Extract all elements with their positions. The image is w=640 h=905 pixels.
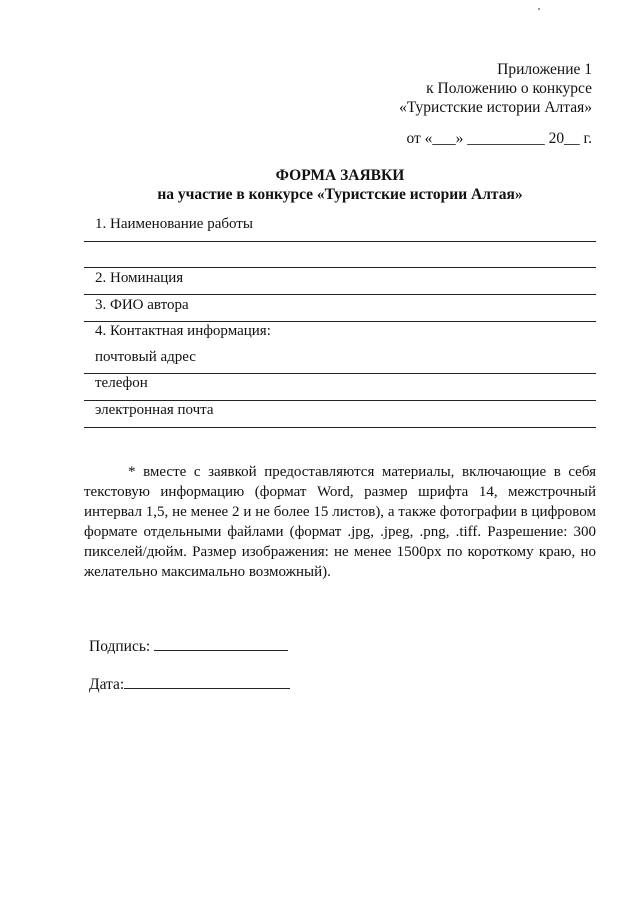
field-phone-line [84, 400, 596, 401]
field-email-line [84, 427, 596, 428]
field-nomination-line [84, 294, 596, 295]
annex-line-1: Приложение 1 [497, 61, 592, 78]
signature-row [89, 636, 288, 656]
form-title-main: ФОРМА ЗАЯВКИ [275, 167, 405, 184]
field-author-label: 3. ФИО автора [95, 297, 189, 313]
date-label: Дата: [89, 676, 125, 693]
field-postal-label: почтовый адрес [95, 349, 196, 365]
field-email-label: электронная почта [95, 402, 214, 418]
field-phone-label: телефон [95, 375, 148, 391]
date-line: от «___» __________ 20__ г. [406, 130, 592, 147]
date-blank [124, 674, 290, 689]
field-postal-line [84, 373, 596, 374]
field-work-name-line-2 [84, 267, 596, 268]
signature-label: Подпись: [89, 638, 155, 655]
field-nomination-label: 2. Номинация [95, 270, 184, 286]
form-title-sub: на участие в конкурсе «Туристские истории Алтая» [157, 186, 523, 203]
field-work-name-label: 1. Наименование работы [95, 216, 253, 232]
annex-header [399, 60, 592, 117]
form-title [0, 166, 640, 204]
annex-line-3: «Туристские истории Алтая» [399, 99, 592, 116]
field-contact-label: 4. Контактная информация: [95, 323, 271, 339]
field-author-line [84, 321, 596, 322]
field-work-name-line [84, 241, 596, 242]
signature-blank [154, 636, 288, 651]
scan-speck [538, 8, 540, 10]
materials-note: * вместе с заявкой предоставляются материалы, включающие в себя текстовую информацию (формат Word, размер шрифта 14, межстрочный интервал 1,5, не менее 2 и не более 15 листов), а также фотографии в цифровом формате отдельными файлами (формат .jpg, .jpeg, .png, .tiff. Разрешение: 300 пикселей/дюйм. Размер изображения: не менее 1500px по короткому краю, но желательно максимально возможный). [84, 464, 596, 580]
annex-line-2: к Положению о конкурсе [426, 80, 592, 97]
date-row [89, 674, 290, 694]
